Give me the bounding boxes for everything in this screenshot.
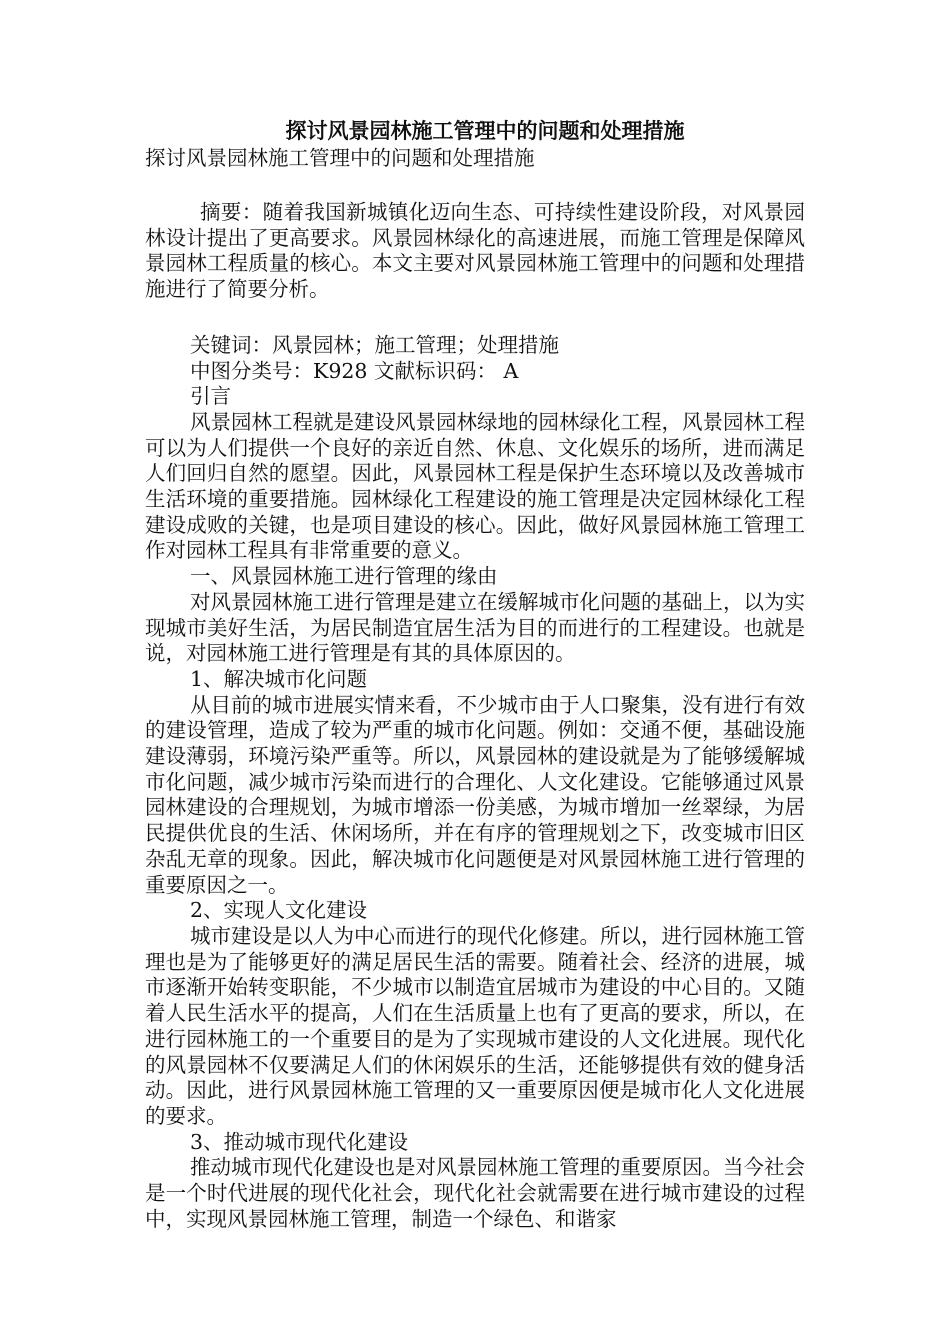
blank-line: [145, 303, 805, 333]
document-page: [145, 118, 805, 1232]
document-title: 探讨风景园林施工管理中的问题和处理措施: [285, 118, 685, 143]
subsection-2-paragraph: 城市建设是以人为中心而进行的现代化修建。所以，进行园林施工管理也是为了能够更好的满足居民生活的需要。随着社会、经济的进展，城市逐渐开始转变职能，不少城市以制造宜居城市为建设的中心目的。又随着人民生活水平的提高，人们在生活质量上也有了更高的要求，所以，在进行园林施工的一个重要目的是为了实现城市建设的人文化进展。现代化的风景园林不仅要满足人们的休闲娱乐的生活，还能够提供有效的健身活动。因此，进行风景园林施工管理的又一重要原因便是城市化人文化进展的要求。: [145, 923, 805, 1128]
subsection-1-heading: 1、解决城市化问题: [190, 666, 368, 691]
section-1-heading: 一、风景园林施工进行管理的缘由: [190, 564, 498, 589]
subsection-3-paragraph: 推动城市现代化建设也是对风景园林施工管理的重要原因。当今社会是一个时代进展的现代化社会，现代化社会就需要在进行城市建设的过程中，实现风景园林施工管理，制造一个绿色、和谐家: [145, 1155, 805, 1231]
intro-paragraph: 风景园林工程就是建设风景园林绿地的园林绿化工程，风景园林工程可以为人们提供一个良好的亲近自然、休息、文化娱乐的场所，进而满足人们回归自然的愿望。因此，风景园林工程是保护生态环境以及改善城市生活环境的重要措施。园林绿化工程建设的施工管理是决定园林绿化工程建设成败的关键，也是项目建设的核心。因此，做好风景园林施工管理工作对园林工程具有非常重要的意义。: [145, 409, 805, 563]
subsection-1-paragraph: 从目前的城市进展实情来看，不少城市由于人口聚集，没有进行有效的建设管理，造成了较为严重的城市化问题。例如：交通不便，基础设施建设薄弱，环境污染严重等。所以，风景园林的建设就是为了能够缓解城市化问题，减少城市污染而进行的合理化、人文化建设。它能够通过风景园林建设的合理规划，为城市增添一份美感，为城市增加一丝翠绿，为居民提供优良的生活、休闲场所，并在有序的管理规划之下，改变城市旧区杂乱无章的现象。因此，解决城市化问题便是对风景园林施工进行管理的重要原因之一。: [145, 692, 805, 897]
keywords-line: 关键词：风景园林；施工管理；处理措施: [190, 332, 559, 357]
document-subtitle: 探讨风景园林施工管理中的问题和处理措施: [145, 146, 535, 170]
section-1-paragraph: 对风景园林施工进行管理是建立在缓解城市化问题的基础上，以为实现城市美好生活，为居民制造宜居生活为目的而进行的工程建设。也就是说，对园林施工进行管理是有其的具体原因的。: [145, 589, 805, 666]
subsection-2-heading: 2、实现人文化建设: [190, 898, 368, 923]
blank-line: [145, 172, 805, 200]
subsection-3-heading: 3、推动城市现代化建设: [190, 1129, 409, 1154]
abstract-paragraph: 摘要：随着我国新城镇化迈向生态、可持续性建设阶段，对风景园林设计提出了更高要求。风景园林绿化的高速进展，而施工管理是保障风景园林工程质量的核心。本文主要对风景园林施工管理中的问题和处理措施进行了简要分析。: [145, 200, 805, 302]
classification-line: 中图分类号：K928 文献标识码： A: [190, 358, 519, 383]
intro-heading: 引言: [190, 384, 231, 409]
